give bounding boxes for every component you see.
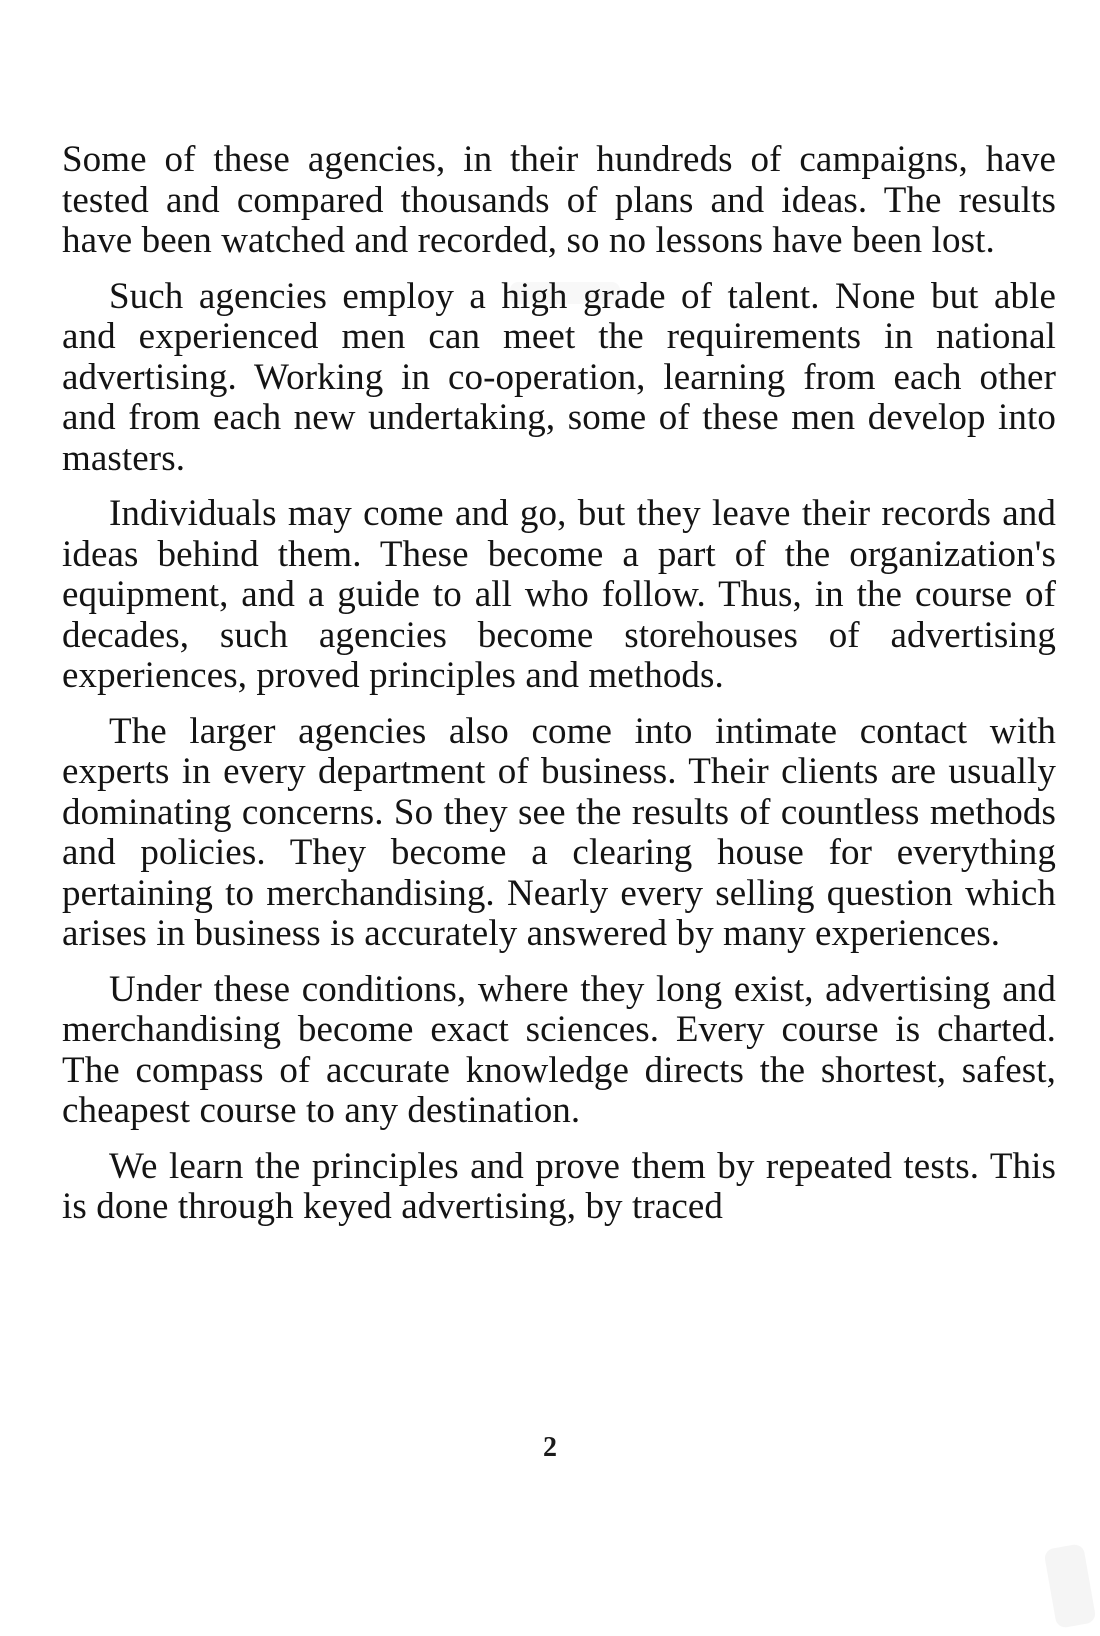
paragraph-2: Such agencies employ a high grade of talent. None but able and experienced men can meet the requirements in national advertising. Working in co-operation, learning from each other and from each new undertaking, some of these men develop into masters.: [62, 275, 1056, 479]
page-number: 2: [543, 1432, 557, 1463]
paragraph-1: Some of these agencies, in their hundreds of campaigns, have tested and compared thousands of plans and ideas. The results have been watched and recorded, so no lessons have been lost.: [62, 139, 1056, 261]
body-text: [62, 140, 1056, 1243]
corner-stain: [1043, 1543, 1096, 1629]
paragraph-5: Under these conditions, where they long exist, advertising and merchandising become exact sciences. Every course is charted. The compass of accurate knowledge directs the shortest, safest, cheapest course to any destination.: [62, 968, 1056, 1131]
paragraph-3: Individuals may come and go, but they leave their records and ideas behind them. These become a part of the organization's equipment, and a guide to all who follow. Thus, in the course of decades, such agencies become storehouses of advertising experiences, proved principles and methods.: [62, 493, 1056, 696]
paragraph-6: We learn the principles and prove them by repeated tests. This is done through keyed advertising, by traced: [62, 1145, 1056, 1227]
paragraph-4: The larger agencies also come into intimate contact with experts in every department of business. Their clients are usually dominating concerns. So they see the results of countless methods and policies. They become a clearing house for everything pertaining to merchandising. Nearly every selling question which arises in business is accurately answered by many experiences.: [62, 710, 1056, 954]
